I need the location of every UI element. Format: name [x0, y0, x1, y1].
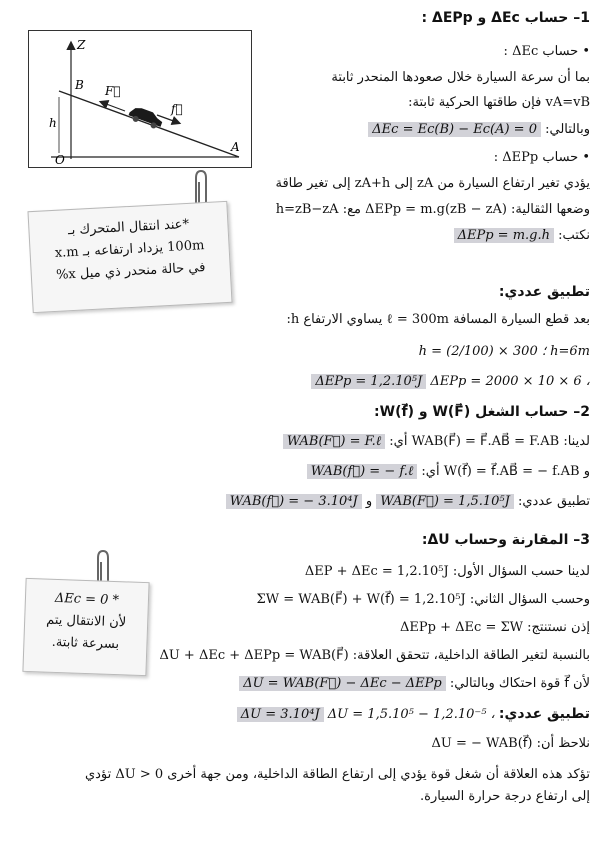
eq-ep-calc: ΔEPp = 2000 × 10 × 6 ، [430, 374, 590, 389]
eq-delta-u-calc: ΔU = 1,5.10⁵ − 1,2.10⁻⁵ ، [327, 707, 495, 722]
s3-text3: إذن نستنتج: ΔEPp + ΔEc = ΣW [400, 620, 590, 635]
s2-text1: لدينا: WAB(F⃗) = F⃗.AB⃗ = F.AB أي: [389, 434, 590, 449]
s2-and: و [365, 494, 373, 509]
note1-line2: 100m يزداد ارتفاعه بـ x.m [54, 238, 205, 261]
s3-text7: تؤكد هذه العلاقة أن شغل قوة يؤدي إلى ارتفاع الطاقة الداخلية، ومن جهة أخرى ΔU > 0 تؤدي [84, 767, 590, 782]
note-ec-zero [22, 578, 149, 676]
label-h: h [49, 116, 57, 130]
eq-delta-ep: ΔEPp = m.g.h [454, 228, 554, 243]
note2-line3: بسرعة ثابتة. [51, 634, 120, 653]
note2-line1: * ΔEc = 0 [54, 590, 120, 609]
s2-line1 [10, 432, 590, 452]
s1-text4: يؤدي تغير ارتفاع السيارة من zA إلى zA+h إلى تغير طاقة [275, 176, 590, 191]
note2-line2: لأن الانتقال يتم [45, 612, 127, 631]
s2-text2: و W(f⃗) = f⃗.AB⃗ = − f.AB أي: [421, 464, 590, 479]
s1-text6: نكتب: [558, 228, 590, 243]
section-2-title: 2– حساب الشغل W(F⃗) و W(f⃗): [374, 404, 590, 420]
label-b: B [75, 78, 84, 92]
app1-title: تطبيق عددي: [498, 284, 590, 300]
label-o: O [55, 153, 65, 167]
eq-work-f: WAB(f⃗) = − f.ℓ [307, 464, 418, 479]
eq-delta-u: ΔU = WAB(F⃗) − ΔEc − ΔEPp [239, 676, 446, 691]
note1-line3: في حالة منحدر ذي ميل x% [55, 260, 206, 283]
eq-work-F-value: WAB(F⃗) = 1,5.10⁵J [376, 494, 514, 509]
label-F: F⃗ [105, 84, 121, 98]
s3-text8: إلى ارتفاع درجة حرارة السيارة. [420, 789, 590, 804]
s1-text1: بما أن سرعة السيارة خلال صعودها المنحدر ثابتة [331, 70, 590, 85]
s3-app-label: تطبيق عددي: [498, 706, 590, 722]
section-1-title: 1– حساب ΔEc و ΔEPp : [421, 10, 590, 26]
s1-text2: vA=vB فإن طاقتها الحركية ثابتة: [408, 95, 590, 110]
eq-work-f-value: WAB(f⃗) = − 3.10⁴J [226, 494, 362, 509]
note1-line1: *عند انتقال المتحرك بـ [67, 216, 190, 239]
app1-text1: بعد قطع السيارة المسافة ℓ = 300m يساوي الارتفاع h: [286, 312, 590, 327]
s1-text3: وبالتالي: [545, 122, 590, 137]
label-z: Z [77, 38, 86, 52]
s3-text6: نلاحظ أن: ΔU = − WAB(f⃗) [431, 736, 590, 751]
bullet-ec: • حساب ΔEc : [503, 44, 590, 59]
app1-eq1-line [10, 342, 590, 362]
eq-h: h = (2/100) × 300 ؛ h=6m [418, 344, 590, 359]
s3-text2: وحسب السؤال الثاني: ΣW = WAB(F⃗) + W(f⃗) = 1,2.10⁵J [256, 592, 590, 607]
s2-line3 [10, 492, 590, 512]
label-f: f⃗ [171, 102, 183, 116]
app1-eq2-line [10, 372, 590, 392]
section-3-title: 3– المقارنة وحساب ΔU: [421, 532, 590, 548]
s3-conclusion [10, 764, 590, 808]
bullet-ep: • حساب ΔEPp : [493, 150, 590, 165]
s3-text4: بالنسبة لتغير الطاقة الداخلية، تتحقق العلاقة: ΔU + ΔEc + ΔEPp = WAB(F⃗) [159, 648, 590, 663]
note1-star: * [182, 216, 190, 233]
s3-text5: لأن f⃗ قوة احتكاك وبالتالي: [449, 676, 590, 691]
s2-app-label: تطبيق عددي: [517, 494, 590, 509]
s3-text1: لدينا حسب السؤال الأول: ΔEP + ΔEc = 1,2.10⁵J [304, 564, 590, 579]
s2-line2 [10, 462, 590, 482]
eq-delta-ec: ΔEc = Ec(B) − Ec(A) = 0 [368, 122, 541, 137]
label-a: A [231, 140, 240, 154]
eq-work-F: WAB(F⃗) = F.ℓ [283, 434, 385, 449]
s1-text5: وضعها الثقالية: ΔEPp = m.g(zB − zA) مع: h=zB−zA [275, 202, 590, 217]
eq-delta-u-result: ΔU = 3.10⁴J [237, 707, 324, 722]
s3-line6 [10, 704, 590, 725]
s3-line5 [10, 674, 590, 694]
eq-ep-result: ΔEPp = 1,2.10⁵J [311, 374, 426, 389]
note2-star: * [112, 592, 120, 609]
s1-ec-line [10, 120, 590, 140]
